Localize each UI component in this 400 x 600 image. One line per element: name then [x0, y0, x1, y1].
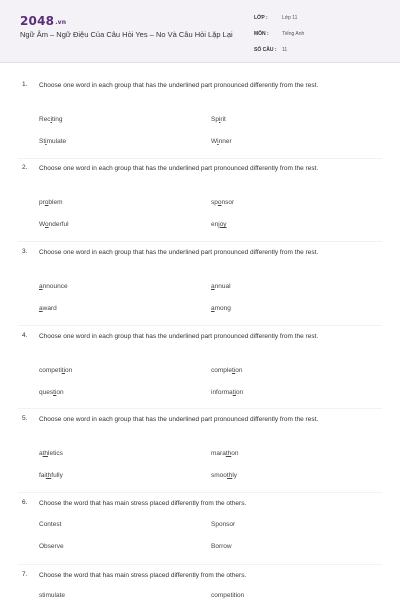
option-text-post: on	[56, 389, 64, 396]
option-underlined-part: o	[44, 199, 49, 206]
option-text-pre: W	[211, 138, 218, 145]
option-text: Sponsor	[211, 521, 236, 528]
option-underlined-part: ti	[61, 367, 66, 374]
document-title: Ngữ Âm – Ngữ Điệu Của Câu Hỏi Yes – No Và Câu Hỏi Lặp Lại	[20, 30, 233, 39]
option-c[interactable]	[39, 472, 63, 479]
option-text-post: ward	[42, 305, 57, 312]
option-text-post: rit	[220, 116, 226, 123]
option-text-pre: enj	[211, 221, 220, 228]
question-text: Choose one word in each group that has the underlined part pronounced differently from the rest.	[39, 82, 319, 89]
question-number: 1.	[22, 81, 28, 88]
option-b[interactable]	[211, 521, 235, 528]
option-text-post: nnounce	[42, 283, 68, 290]
option-text-pre: comple	[211, 367, 232, 374]
question-number: 2.	[22, 164, 28, 171]
question-number: 7.	[22, 571, 28, 578]
option-text-pre: Sp	[211, 116, 219, 123]
option-text-post: on	[231, 450, 239, 457]
option-a[interactable]	[39, 116, 63, 123]
option-text-pre: ques	[39, 389, 54, 396]
option-d[interactable]	[211, 305, 231, 312]
option-text: stimulate	[39, 592, 66, 599]
option-a[interactable]	[39, 199, 63, 206]
option-d[interactable]	[211, 389, 243, 396]
option-text-post: ly	[232, 472, 238, 479]
option-text-post: fully	[51, 472, 63, 479]
option-text-pre: pr	[39, 199, 45, 206]
option-underlined-part: a	[39, 283, 43, 290]
option-underlined-part: a	[39, 305, 43, 312]
option-text-pre: Rec	[39, 116, 51, 123]
option-underlined-part: o	[45, 221, 49, 228]
question-text: Choose the word that has main stress placed differently from the others.	[39, 500, 247, 507]
option-underlined-part: oy	[219, 221, 227, 228]
option-underlined-part: th	[225, 450, 232, 457]
meta-class	[254, 15, 304, 31]
document-meta	[254, 15, 304, 63]
logo-main: 2048	[20, 14, 55, 28]
question-text: Choose one word in each group that has the underlined part pronounced differently from the rest.	[39, 249, 319, 256]
option-underlined-part: ti	[232, 389, 236, 396]
option-text-pre: St	[39, 138, 46, 145]
option-text-post: blem	[48, 199, 63, 206]
option-text-pre: sp	[211, 199, 218, 206]
option-text-pre: W	[39, 221, 46, 228]
option-underlined-part: th	[45, 472, 52, 479]
option-d[interactable]	[211, 543, 232, 550]
option-underlined-part: th	[42, 450, 49, 457]
option-a[interactable]	[39, 592, 65, 599]
meta-count-value: 11	[282, 47, 288, 53]
option-a[interactable]	[39, 367, 72, 374]
question-divider	[18, 158, 382, 159]
option-c[interactable]	[39, 221, 69, 228]
meta-subject-value: Tiếng Anh	[282, 31, 305, 37]
option-underlined-part: a	[211, 283, 215, 290]
option-text-post: mulate	[46, 138, 67, 145]
question-divider	[18, 564, 382, 565]
question-divider	[18, 492, 382, 493]
option-text-post: nner	[218, 138, 232, 145]
option-text-post: ting	[52, 116, 63, 123]
question-number: 6.	[22, 499, 28, 506]
option-text-pre: a	[39, 450, 43, 457]
option-a[interactable]	[39, 450, 63, 457]
option-text-pre: fai	[39, 472, 46, 479]
option-underlined-part: i	[45, 138, 47, 145]
logo-domain: .vn	[55, 19, 67, 26]
option-text-pre: competi	[39, 367, 62, 374]
meta-class-key: LỚP :	[254, 15, 268, 21]
option-c[interactable]	[39, 138, 66, 145]
option-b[interactable]	[211, 450, 238, 457]
option-underlined-part: ti	[53, 389, 57, 396]
option-text: Borrow	[211, 543, 232, 550]
meta-class-value: Lớp 11	[282, 15, 298, 21]
option-text: Contest	[39, 521, 62, 528]
option-a[interactable]	[39, 283, 68, 290]
meta-count-key: SỐ CÂU :	[254, 47, 277, 53]
question-number: 5.	[22, 415, 28, 422]
meta-subject-key: MÔN :	[254, 31, 269, 37]
option-b[interactable]	[211, 199, 234, 206]
option-c[interactable]	[39, 389, 64, 396]
option-text-post: letics	[48, 450, 63, 457]
option-text-pre: smoo	[211, 472, 227, 479]
option-b[interactable]	[211, 367, 242, 374]
option-c[interactable]	[39, 305, 57, 312]
question-text: Choose one word in each group that has the underlined part pronounced differently from the rest.	[39, 416, 319, 423]
option-underlined-part: ti	[231, 367, 236, 374]
document-header	[0, 0, 400, 63]
option-text-post: nnual	[214, 283, 231, 290]
option-underlined-part: a	[211, 305, 215, 312]
option-b[interactable]	[211, 592, 244, 599]
site-logo[interactable]	[20, 14, 66, 28]
question-number: 4.	[22, 332, 28, 339]
option-underlined-part: i	[218, 116, 221, 123]
option-text-post: mong	[214, 305, 231, 312]
option-d[interactable]	[211, 138, 232, 145]
option-a[interactable]	[39, 521, 61, 528]
option-text-post: on	[235, 389, 244, 396]
meta-subject	[254, 31, 304, 47]
option-c[interactable]	[39, 543, 64, 550]
option-text-post: on	[65, 367, 73, 374]
question-divider	[18, 408, 382, 409]
question-text: Choose the word that has main stress placed differently from the others.	[39, 572, 247, 579]
option-text-post: on	[235, 367, 243, 374]
option-underlined-part: i	[217, 138, 219, 145]
meta-count	[254, 47, 304, 63]
question-text: Choose one word in each group that has the underlined part pronounced differently from the rest.	[39, 333, 319, 340]
question-divider	[18, 241, 382, 242]
option-text-pre: informa	[211, 389, 233, 396]
option-text-post: nderful	[48, 221, 69, 228]
option-underlined-part: o	[217, 199, 222, 206]
question-text: Choose one word in each group that has the underlined part pronounced differently from the rest.	[39, 165, 319, 172]
question-number: 3.	[22, 248, 28, 255]
option-text: competition	[211, 592, 245, 599]
option-text-pre: mara	[211, 450, 226, 457]
option-text-post: nsor	[221, 199, 235, 206]
option-d[interactable]	[211, 472, 237, 479]
option-underlined-part: i	[50, 116, 53, 123]
option-d[interactable]	[211, 221, 227, 228]
question-divider	[18, 325, 382, 326]
option-underlined-part: th	[226, 472, 233, 479]
option-text: Observe	[39, 543, 64, 550]
option-b[interactable]	[211, 283, 231, 290]
option-b[interactable]	[211, 116, 226, 123]
